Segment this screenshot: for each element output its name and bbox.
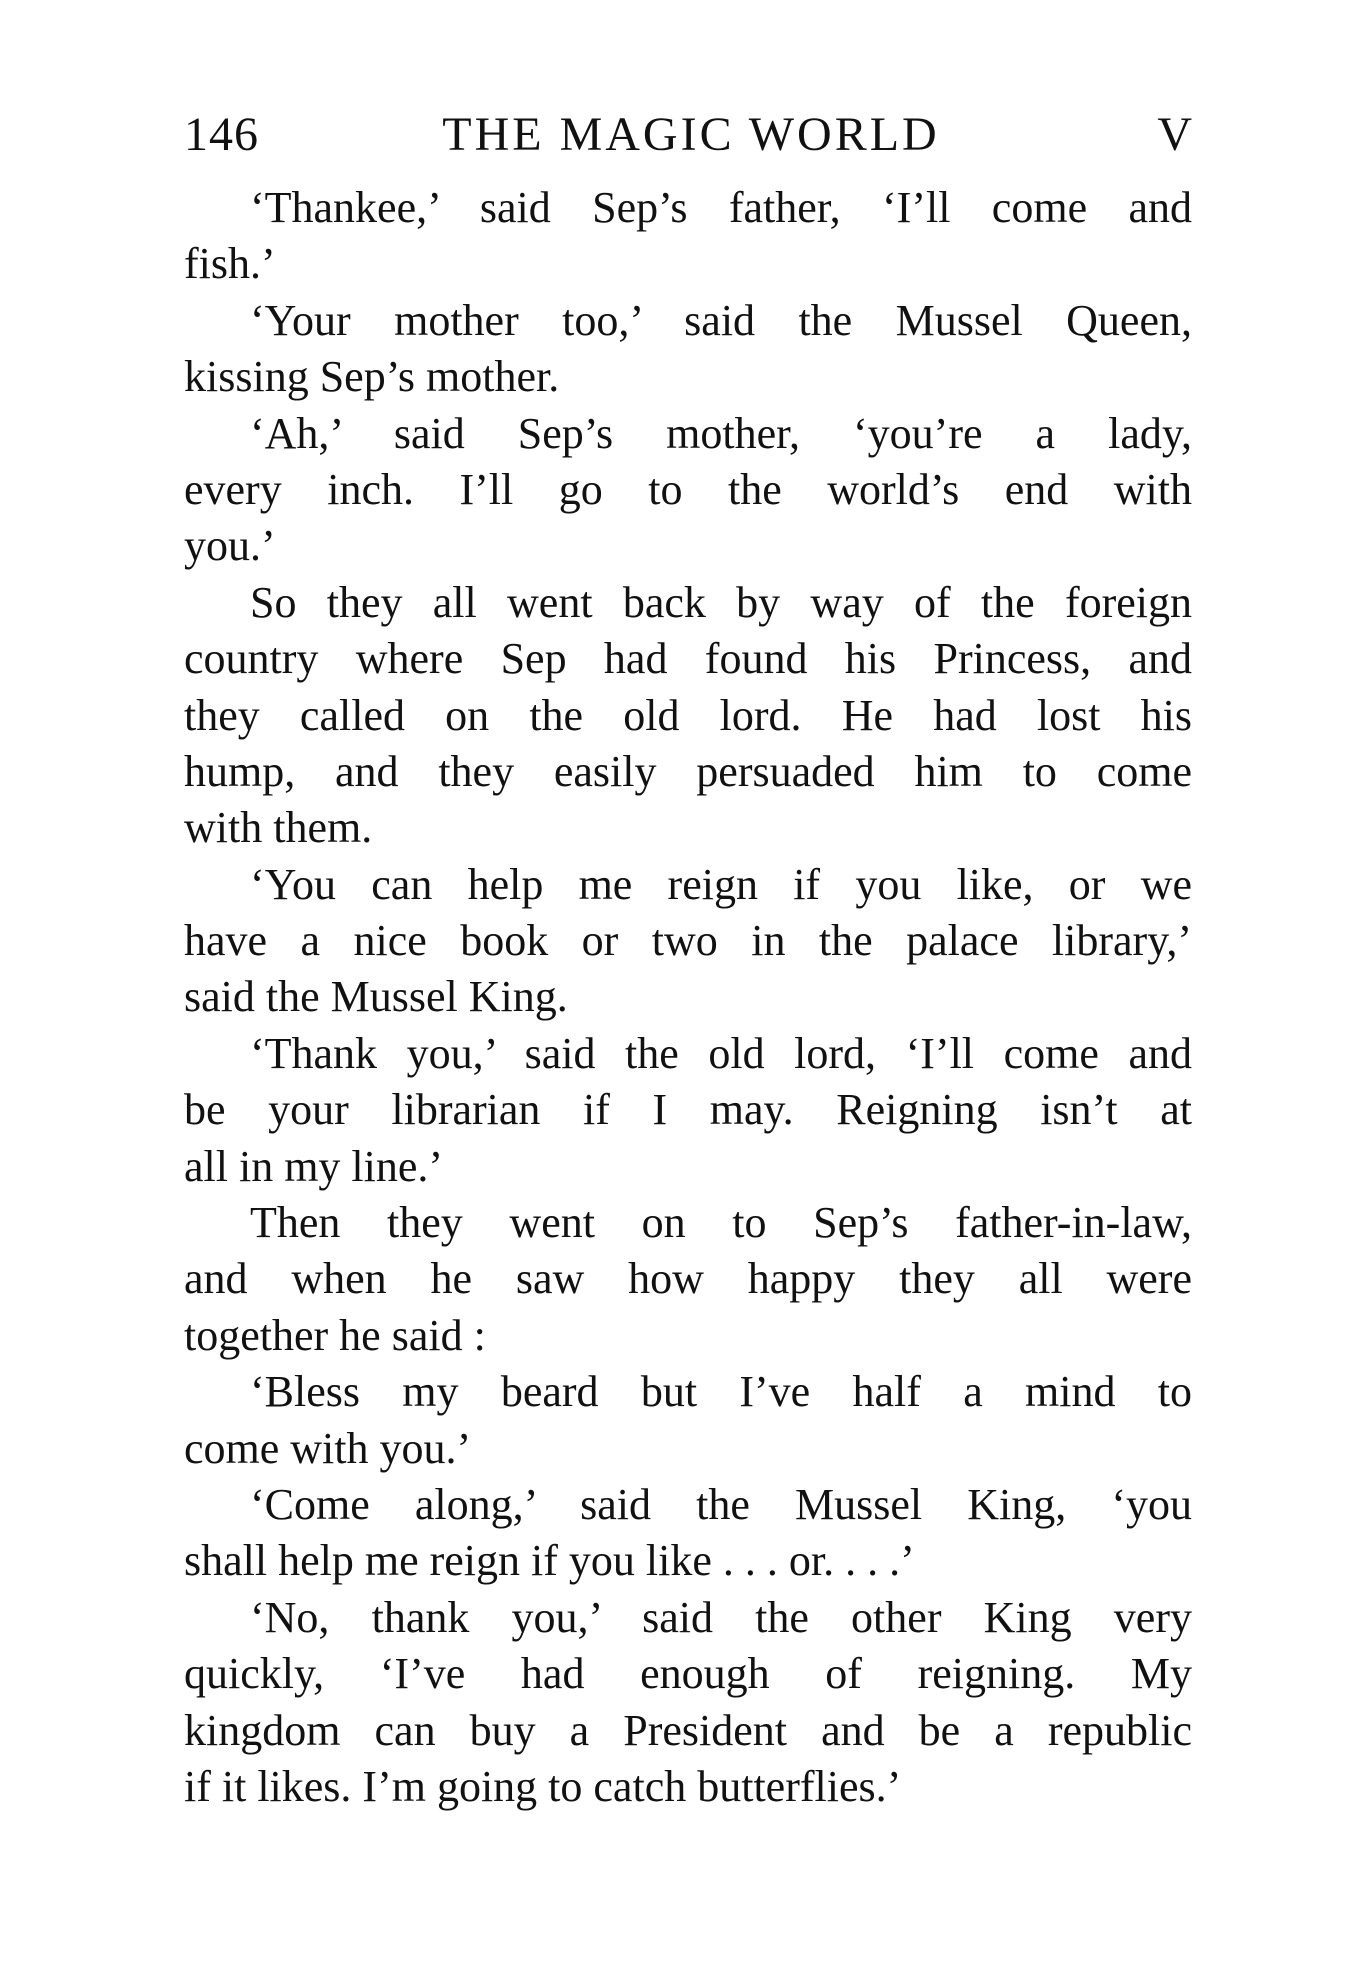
text-line: hump, and they easily persuaded him to come xyxy=(184,746,1192,796)
text-line: country where Sep had found his Princess, and xyxy=(184,634,1192,684)
text-line: ‘No, thank you,’ said the other King very xyxy=(250,1592,1192,1642)
text-line: shall help me reign if you like . . . or. . . .’ xyxy=(184,1536,915,1586)
body-text xyxy=(184,180,1192,1815)
page-header xyxy=(184,100,1192,170)
text-line: kissing Sep’s mother. xyxy=(184,352,560,402)
text-line: all in my line.’ xyxy=(184,1141,444,1191)
text-line: you.’ xyxy=(184,521,276,571)
text-line: with them. xyxy=(184,803,373,853)
text-line: and when he saw how happy they all were xyxy=(184,1254,1192,1304)
text-line: ‘Bless my beard but I’ve half a mind to xyxy=(250,1367,1192,1417)
text-line: said the Mussel King. xyxy=(184,972,568,1022)
text-line: ‘Your mother too,’ said the Mussel Queen, xyxy=(250,295,1192,345)
text-line: ‘Thankee,’ said Sep’s father, ‘I’ll come and xyxy=(250,183,1192,232)
running-title: THE MAGIC WORLD xyxy=(442,108,940,161)
text-line: ‘You can help me reign if you like, or we xyxy=(250,859,1192,909)
text-line: kingdom can buy a President and be a republic xyxy=(184,1705,1192,1755)
text-line: quickly, ‘I’ve had enough of reigning. My xyxy=(184,1649,1192,1699)
text-line: they called on the old lord. He had lost his xyxy=(184,690,1192,740)
text-line: ‘Come along,’ said the Mussel King, ‘you xyxy=(250,1479,1192,1529)
text-line: together he said : xyxy=(184,1310,486,1360)
text-line: So they all went back by way of the foreign xyxy=(250,577,1192,627)
text-line: have a nice book or two in the palace library,’ xyxy=(184,916,1192,966)
text-line: if it likes. I’m going to catch butterflies.’ xyxy=(184,1761,902,1811)
text-line: every inch. I’ll go to the world’s end with xyxy=(184,464,1192,514)
text-line: Then they went on to Sep’s father-in-law, xyxy=(250,1198,1192,1248)
book-page xyxy=(184,100,1192,1815)
section-mark: V xyxy=(1157,108,1192,161)
text-line: fish.’ xyxy=(184,239,276,289)
text-line: ‘Thank you,’ said the old lord, ‘I’ll come and xyxy=(250,1028,1192,1078)
page-number: 146 xyxy=(184,108,259,161)
text-line: ‘Ah,’ said Sep’s mother, ‘you’re a lady, xyxy=(250,408,1192,458)
text-line: be your librarian if I may. Reigning isn’t at xyxy=(184,1085,1192,1135)
text-line: come with you.’ xyxy=(184,1423,472,1473)
